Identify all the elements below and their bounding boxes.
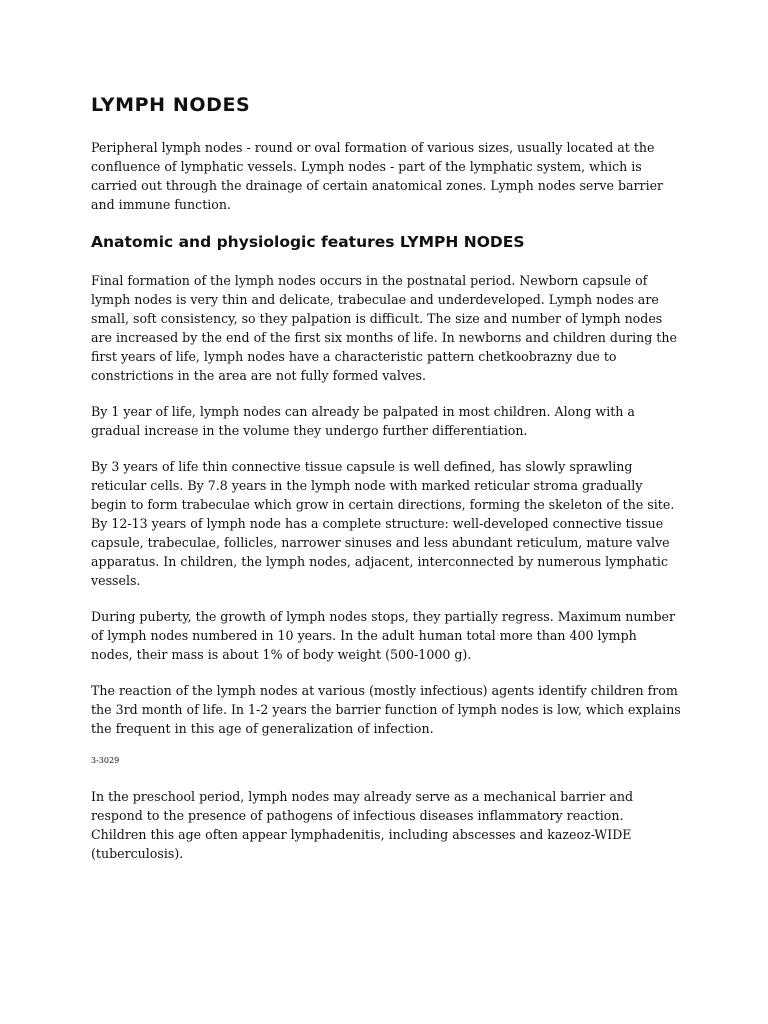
paragraph-preschool: In the preschool period, lymph nodes may already serve as a mechanical barrier and respond to the presence of pathogens of infectious diseases inflammatory reaction. Children this age often appear lymphadenitis, including abscesses and kazeoz-WIDE (tuberculosis). bbox=[91, 789, 634, 861]
paragraph-puberty: During puberty, the growth of lymph nodes stops, they partially regress. Maximum number of lymph nodes numbered in 10 years. In the adult human total more than 400 lymph nodes, their mass is about 1% of body weight (500-1000 g). bbox=[91, 609, 675, 662]
page-code: 3-3029 bbox=[91, 756, 120, 765]
section-heading: Anatomic and physiologic features LYMPH NODES bbox=[91, 233, 525, 251]
document-page bbox=[91, 92, 681, 880]
paragraph-reaction: The reaction of the lymph nodes at various (mostly infectious) agents identify children from the 3rd month of life. In 1-2 years the barrier function of lymph nodes is low, which explains the frequent in this age of generalization of infection. bbox=[91, 683, 681, 736]
page-title: LYMPH NODES bbox=[91, 94, 251, 116]
intro-paragraph: Peripheral lymph nodes - round or oval formation of various sizes, usually located at the confluence of lymphatic vessels. Lymph nodes - part of the lymphatic system, which is carried out through the drainage of certain anatomical zones. Lymph nodes serve barrier and immune function. bbox=[91, 140, 664, 212]
paragraph-one-year: By 1 year of life, lymph nodes can already be palpated in most children. Along with a gradual increase in the volume they undergo further differentiation. bbox=[91, 404, 635, 438]
paragraph-three-years: By 3 years of life thin connective tissue capsule is well defined, has slowly sprawling reticular cells. By 7.8 years in the lymph node with marked reticular stroma gradually begin to form trabeculae which grow in certain directions, forming the skeleton of the site. By 12-13 years of lymph node has a complete structure: well-developed connective tissue capsule, trabeculae, follicles, narrower sinuses and less abundant reticulum, mature valve apparatus. In children, the lymph nodes, adjacent, interconnected by numerous lymphatic vessels. bbox=[91, 459, 675, 588]
paragraph-postnatal: Final formation of the lymph nodes occurs in the postnatal period. Newborn capsule of lymph nodes is very thin and delicate, trabeculae and underdeveloped. Lymph nodes are small, soft consistency, so they palpation is difficult. The size and number of lymph nodes are increased by the end of the first six months of life. In newborns and children during the first years of life, lymph nodes have a characteristic pattern chetkoobrazny due to constrictions in the area are not fully formed valves. bbox=[91, 273, 677, 383]
